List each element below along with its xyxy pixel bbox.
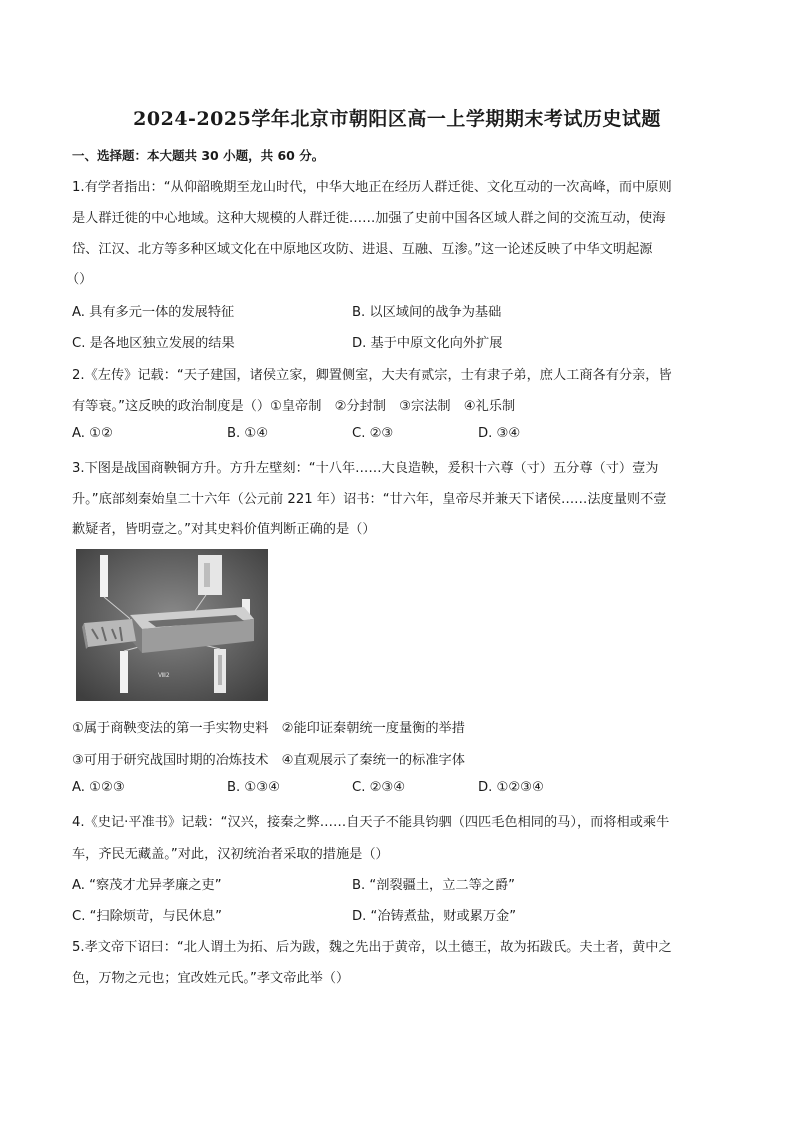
q3-statement-1: ①属于商鞅变法的第一手实物史料 ②能印证秦朝统一度量衡的举措 (72, 721, 465, 736)
q4-option-c[interactable]: C. “扫除烦苛，与民休息” (72, 909, 222, 924)
q4-line-1: 4.《史记·平准书》记载：“汉兴，接秦之弊……自天子不能具钧驷（四匹毛色相同的马），而将相或乘牛 (72, 815, 670, 830)
q1-option-c[interactable]: C. 是各地区独立发展的结果 (72, 336, 235, 351)
q5-line-1: 5.孝文帝下诏曰：“北人谓土为拓、后为跋，魏之先出于黄帝，以土德王，故为拓跋氏。夫土者，黄中之 (72, 940, 672, 955)
q1-option-b[interactable]: B. 以区域间的战争为基础 (352, 305, 502, 320)
q2-line-2: 有等衰。”这反映的政治制度是（）①皇帝制 ②分封制 ③宗法制 ④礼乐制 (72, 399, 516, 414)
q3-line-2: 升。”底部刻秦始皇二十六年（公元前 221 年）诏书：“廿六年，皇帝尽并兼天下诸侯……法度量则不壹 (72, 492, 667, 507)
q2-option-b[interactable]: B. ①④ (227, 426, 269, 441)
q5-line-2: 色，万物之元也；宜改姓元氏。”孝文帝此举（） (72, 971, 350, 986)
q2-line-1: 2.《左传》记载：“天子建国，诸侯立家，卿置侧室，大夫有贰宗，士有隶子弟，庶人工商各有分亲，皆 (72, 368, 672, 383)
q1-option-d[interactable]: D. 基于中原文化向外扩展 (352, 336, 503, 351)
q4-option-b[interactable]: B. “剖裂疆土，立二等之爵” (352, 878, 515, 893)
bronze-square-sheng-photo (76, 549, 268, 701)
q4-option-d[interactable]: D. “冶铸煮盐，财或累万金” (352, 909, 517, 924)
bronze-square-sheng-illustration (76, 549, 268, 701)
q1-line-3: 岱、江汉、北方等多种区域文化在中原地区攻防、进退、互融、互渗。”这一论述反映了中华文明起源 (72, 242, 653, 257)
q4-line-2: 车，齐民无藏盖。”对此，汉初统治者采取的措施是（） (72, 847, 389, 862)
q1-option-a[interactable]: A. 具有多元一体的发展特征 (72, 305, 235, 320)
q1-line-4: （） (66, 272, 93, 287)
q3-option-d[interactable]: D. ①②③④ (478, 780, 544, 795)
q3-option-a[interactable]: A. ①②③ (72, 780, 125, 795)
q3-option-c[interactable]: C. ②③④ (352, 780, 406, 795)
svg-text:Ⅷ2: Ⅷ2 (158, 672, 170, 679)
q3-line-1: 3.下图是战国商鞅铜方升。方升左壁刻：“十八年……大良造鞅，爰积十六尊（寸）五分尊（寸）壹为 (72, 461, 659, 476)
q2-option-c[interactable]: C. ②③ (352, 426, 394, 441)
q1-line-2: 是人群迁徙的中心地域。这种大规模的人群迁徙……加强了史前中国各区域人群之间的交流互动，使海 (72, 211, 666, 226)
q3-statement-2: ③可用于研究战国时期的冶炼技术 ④直观展示了秦统一的标准字体 (72, 753, 465, 768)
q2-option-a[interactable]: A. ①② (72, 426, 113, 441)
q3-line-3: 歉疑者，皆明壹之。”对其史料价值判断正确的是（） (72, 522, 376, 537)
page-title: 2024-2025学年北京市朝阳区高一上学期期末考试历史试题 (133, 108, 661, 130)
q3-option-b[interactable]: B. ①③④ (227, 780, 280, 795)
section-heading: 一、选择题：本大题共 30 小题，共 60 分。 (72, 148, 325, 163)
q1-line-1: 1.有学者指出：“从仰韶晚期至龙山时代，中华大地正在经历人群迁徙、文化互动的一次高峰，而中原则 (72, 180, 672, 195)
q2-option-d[interactable]: D. ③④ (478, 426, 521, 441)
q4-option-a[interactable]: A. “察茂才尤异孝廉之吏” (72, 878, 222, 893)
